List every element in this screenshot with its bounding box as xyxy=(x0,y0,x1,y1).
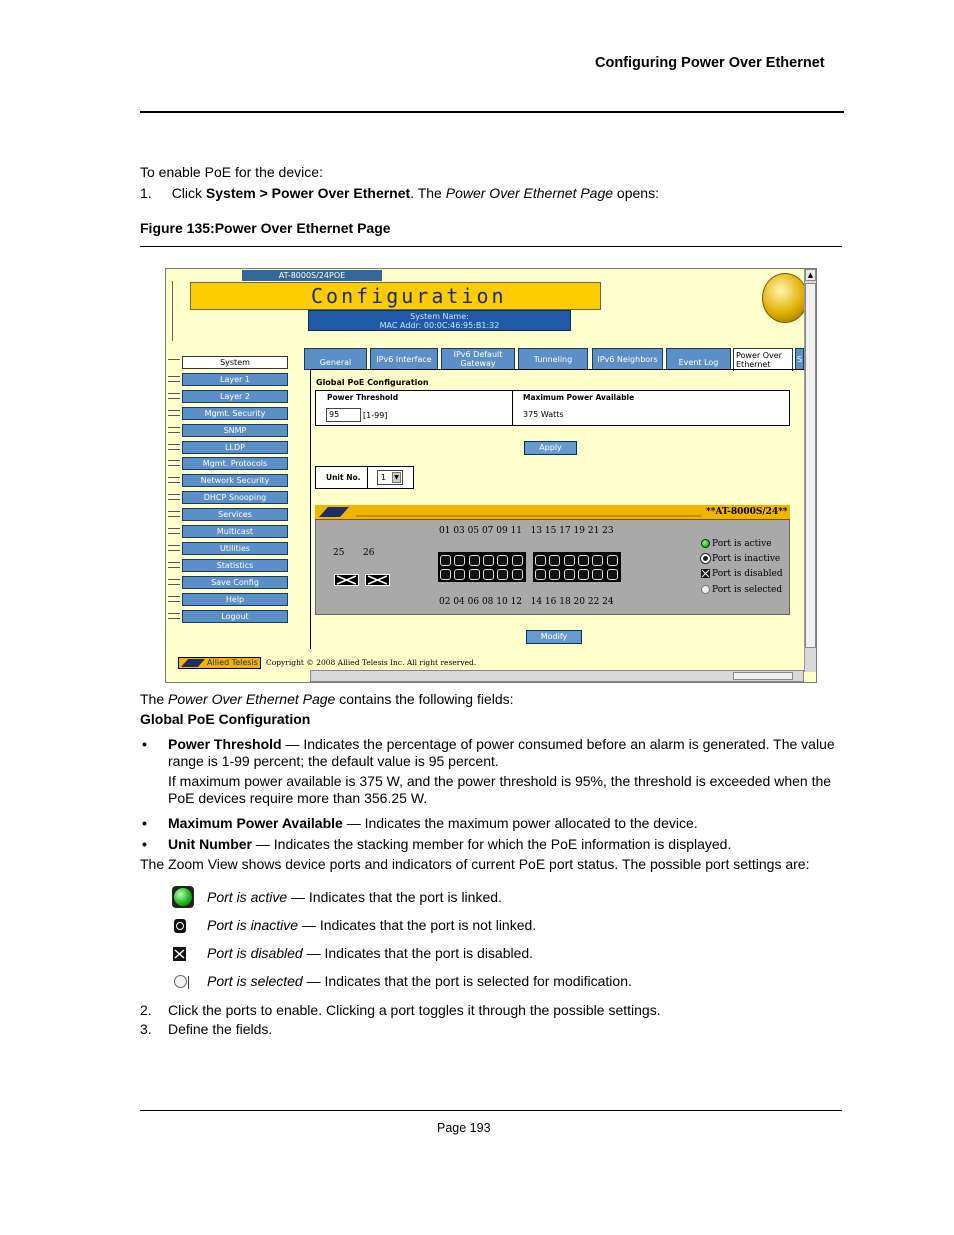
contains-page: Power Over Ethernet Page xyxy=(168,691,336,707)
menu-item-mgmt-security[interactable]: Mgmt. Security xyxy=(182,407,288,420)
tab-ipv6-neighbors[interactable]: IPv6 Neighbors xyxy=(592,348,663,370)
zoom-header-stripe xyxy=(356,515,701,517)
content-top-border xyxy=(310,369,804,370)
header-rule xyxy=(140,111,844,113)
header-title: Configuring Power Over Ethernet xyxy=(595,55,825,71)
port-inactive-icon[interactable] xyxy=(564,555,575,566)
menu-item-utilities[interactable]: Utilities xyxy=(182,542,288,555)
power-threshold-label: Power Threshold xyxy=(327,393,399,402)
contains-text2: contains the following fields: xyxy=(335,691,514,707)
bullet-2-term: Maximum Power Available xyxy=(168,815,343,831)
footer-brand: Allied Telesis xyxy=(178,657,261,669)
menu-branch-line xyxy=(168,494,180,500)
port-inactive-icon[interactable] xyxy=(535,555,546,566)
menu-item-save-config[interactable]: Save Config xyxy=(182,576,288,589)
bullet-2-text: — Indicates the maximum power allocated to the device. xyxy=(342,815,698,831)
tab-power-over-ethernet[interactable]: Power Over Ethernet xyxy=(733,348,793,371)
menu-item-snmp[interactable]: SNMP xyxy=(182,424,288,437)
power-threshold-input[interactable]: 95 xyxy=(326,408,361,422)
horizontal-scrollbar[interactable] xyxy=(310,670,804,682)
tab-ipv6-default-gateway[interactable]: IPv6 Default Gateway xyxy=(441,348,515,370)
status-inactive xyxy=(207,917,536,934)
bullet-1-line1 xyxy=(168,736,835,753)
port-inactive-icon[interactable] xyxy=(512,555,523,566)
port-inactive-icon[interactable] xyxy=(549,569,560,580)
apply-button[interactable]: Apply xyxy=(524,441,577,455)
step1-text: Click xyxy=(171,185,206,201)
status-selected xyxy=(207,973,632,990)
port-inactive-icon[interactable] xyxy=(440,555,451,566)
port-selected-icon xyxy=(174,975,187,988)
legend-inactive-label: Port is inactive xyxy=(712,554,781,564)
bullet-1-text: — Indicates the percentage of power consumed before an alarm is generated. The value xyxy=(281,736,835,752)
bullet-3-line xyxy=(168,836,731,853)
modify-button[interactable]: Modify xyxy=(526,630,582,644)
menu-item-dhcp-snooping[interactable]: DHCP Snooping xyxy=(182,491,288,504)
menu-item-multicast[interactable]: Multicast xyxy=(182,525,288,538)
port-inactive-icon[interactable] xyxy=(440,569,451,580)
bullet-3: • xyxy=(142,836,147,852)
step1-text2: . The xyxy=(410,185,446,201)
menu-item-layer-2[interactable]: Layer 2 xyxy=(182,390,288,403)
unit-no-divider xyxy=(367,466,368,489)
port-inactive-icon[interactable] xyxy=(592,555,603,566)
tab-tunneling[interactable]: Tunneling xyxy=(518,348,588,370)
bullet-3-text: — Indicates the stacking member for which the PoE information is displayed. xyxy=(252,836,732,852)
port-inactive-icon[interactable] xyxy=(497,555,508,566)
step3-number: 3. xyxy=(140,1021,152,1037)
system-name-label: System Name: xyxy=(410,312,469,321)
port-inactive-icon[interactable] xyxy=(535,569,546,580)
step1-page: Power Over Ethernet Page xyxy=(445,185,614,201)
menu-branch-line xyxy=(168,562,180,568)
copyright: Copyright © 2008 Allied Telesis Inc. All right reserved. xyxy=(266,658,477,667)
port-inactive-icon[interactable] xyxy=(469,555,480,566)
step1-path: System > Power Over Ethernet xyxy=(205,185,411,201)
port-labels-top: 01 03 05 07 09 11 13 15 17 19 21 23 xyxy=(439,526,614,536)
system-name-box xyxy=(308,310,571,331)
bullet-3-term: Unit Number xyxy=(168,836,252,852)
port-inactive-icon[interactable] xyxy=(607,569,618,580)
zoom-model-label: **AT-8000S/24** xyxy=(706,507,788,517)
status-active-text: — Indicates that the port is linked. xyxy=(287,889,502,905)
device-model-tag: AT-8000S/24POE xyxy=(242,270,382,281)
step3: Define the fields. xyxy=(168,1021,273,1037)
legend-inactive-icon xyxy=(701,554,710,563)
menu-branch-line xyxy=(168,613,180,619)
scroll-thumb[interactable] xyxy=(805,283,816,648)
status-selected-text: — Indicates that the port is selected for modification. xyxy=(302,973,632,989)
legend-disabled-icon xyxy=(701,569,710,578)
caption-rule xyxy=(140,246,842,247)
port-labels-bottom: 02 04 06 08 10 12 14 16 18 20 22 24 xyxy=(439,597,614,607)
unit-no-value: 1 xyxy=(381,473,387,482)
legend-active-label: Port is active xyxy=(712,539,772,549)
menu-branch-line xyxy=(168,579,180,585)
menu-item-logout[interactable]: Logout xyxy=(182,610,288,623)
menu-branch-line xyxy=(168,444,180,450)
port-active-icon xyxy=(172,886,194,908)
step2-number: 2. xyxy=(140,1002,152,1018)
bullet-1: • xyxy=(142,736,147,752)
bullet-2: • xyxy=(142,815,147,831)
port-inactive-icon[interactable] xyxy=(483,555,494,566)
step2: Click the ports to enable. Clicking a port toggles it through the possible settings. xyxy=(168,1002,661,1018)
port-inactive-icon[interactable] xyxy=(592,569,603,580)
globe-logo-icon xyxy=(762,273,808,323)
section-heading: Global PoE Configuration xyxy=(140,711,311,727)
scroll-up-arrow-icon[interactable]: ▲ xyxy=(805,269,816,281)
bullet-1-note2: PoE devices require more than 356.25 W. xyxy=(168,790,428,806)
menu-item-mgmt-protocols[interactable]: Mgmt. Protocols xyxy=(182,457,288,470)
menu-item-help[interactable]: Help xyxy=(182,593,288,606)
port-inactive-icon[interactable] xyxy=(564,569,575,580)
screenshot-figure xyxy=(165,268,817,683)
menu-branch-line xyxy=(168,460,180,466)
port-26-disabled-icon[interactable] xyxy=(365,574,390,586)
menu-branch-line xyxy=(168,477,180,483)
status-inactive-term: Port is inactive xyxy=(207,917,299,933)
mac-address: MAC Addr: 00:0C:46:95:B1:32 xyxy=(379,321,500,330)
legend-selected-label: Port is selected xyxy=(712,585,783,595)
unit-no-label: Unit No. xyxy=(326,473,361,482)
status-active-term: Port is active xyxy=(207,889,288,905)
status-disabled-text: — Indicates that the port is disabled. xyxy=(302,945,534,961)
port-25-disabled-icon[interactable] xyxy=(334,574,359,586)
menu-branch-line xyxy=(168,427,180,433)
menu-item-services[interactable]: Services xyxy=(182,508,288,521)
banner-title: Configuration xyxy=(311,284,507,308)
unit-no-select[interactable] xyxy=(377,470,403,485)
content-left-border xyxy=(310,369,311,649)
footer-rule xyxy=(140,1110,842,1111)
status-active xyxy=(207,889,502,906)
legend-disabled-label: Port is disabled xyxy=(712,569,783,579)
page-number: Page 193 xyxy=(437,1121,491,1135)
menu-item-statistics[interactable]: Statistics xyxy=(182,559,288,572)
figure-caption: Figure 135:Power Over Ethernet Page xyxy=(140,220,391,236)
port-inactive-icon[interactable] xyxy=(578,555,589,566)
menu-branch-line xyxy=(168,511,180,517)
bullet-2-line xyxy=(168,815,698,832)
legend-selected-icon xyxy=(701,585,710,594)
menu-item-layer-1[interactable]: Layer 1 xyxy=(182,373,288,386)
section-title: Global PoE Configuration xyxy=(316,378,429,387)
intro-line: To enable PoE for the device: xyxy=(140,164,323,180)
port-26-label: 26 xyxy=(363,548,375,558)
port-inactive-icon xyxy=(174,919,186,933)
zoom-text: The Zoom View shows device ports and indicators of current PoE port status. The possible port settings are: xyxy=(140,856,810,872)
contains-line xyxy=(140,691,514,708)
port-inactive-icon[interactable] xyxy=(469,569,480,580)
frame-line xyxy=(172,281,173,341)
contains-text: The xyxy=(140,691,169,707)
port-selected-tick xyxy=(188,976,189,989)
port-inactive-icon[interactable] xyxy=(497,569,508,580)
menu-branch-line xyxy=(168,359,180,360)
port-inactive-icon[interactable] xyxy=(483,569,494,580)
status-inactive-text: — Indicates that the port is not linked. xyxy=(298,917,537,933)
step1-text3: opens: xyxy=(613,185,659,201)
bullet-1-note1: If maximum power available is 375 W, and the power threshold is 95%, the threshold is exceeded when the xyxy=(168,773,832,789)
vertical-scrollbar[interactable] xyxy=(804,269,816,672)
status-disabled xyxy=(207,945,533,962)
bullet-1-line2: range is 1-99 percent; the default value is 95 percent. xyxy=(168,753,499,769)
port-inactive-icon[interactable] xyxy=(607,555,618,566)
tab-s[interactable]: S xyxy=(795,348,804,370)
port-inactive-icon[interactable] xyxy=(454,569,465,580)
menu-branch-line xyxy=(168,528,180,534)
port-inactive-icon[interactable] xyxy=(454,555,465,566)
tab-ipv6-interface[interactable]: IPv6 Interface xyxy=(370,348,438,370)
tab-general[interactable]: General xyxy=(304,348,367,370)
menu-item-lldp[interactable]: LLDP xyxy=(182,441,288,454)
menu-item-system[interactable]: System xyxy=(182,356,288,369)
legend-active-icon xyxy=(701,539,710,548)
port-inactive-icon[interactable] xyxy=(549,555,560,566)
menu-branch-line xyxy=(168,393,180,399)
step1-number: 1. xyxy=(140,185,152,201)
port-inactive-icon[interactable] xyxy=(512,569,523,580)
power-threshold-range: [1-99] xyxy=(363,411,388,420)
menu-branch-line xyxy=(168,545,180,551)
menu-branch-line xyxy=(168,596,180,602)
port-disabled-icon xyxy=(173,947,186,961)
status-selected-term: Port is selected xyxy=(207,973,303,989)
tab-event-log[interactable]: Event Log xyxy=(666,348,731,370)
step1 xyxy=(140,185,659,202)
menu-branch-line xyxy=(168,410,180,416)
max-power-label: Maximum Power Available xyxy=(523,393,635,402)
bullet-1-term: Power Threshold xyxy=(168,736,282,752)
status-disabled-term: Port is disabled xyxy=(207,945,303,961)
menu-branch-line xyxy=(168,376,180,382)
port-inactive-icon[interactable] xyxy=(578,569,589,580)
menu-item-network-security[interactable]: Network Security xyxy=(182,474,288,487)
port-25-label: 25 xyxy=(333,548,345,558)
chevron-down-icon[interactable]: ▼ xyxy=(392,472,401,483)
hscroll-thumb[interactable] xyxy=(733,672,793,680)
max-power-value: 375 Watts xyxy=(523,410,564,419)
